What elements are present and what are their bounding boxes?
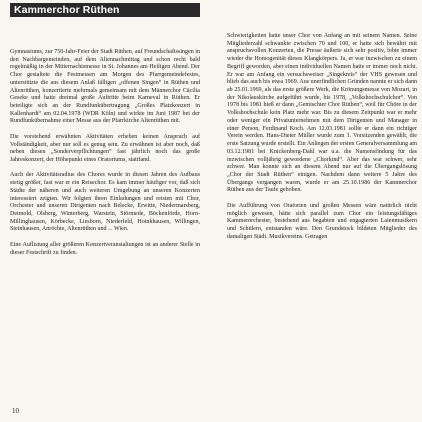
paragraph: Auch der Aktivitätsradius des Chores wurde in diesen Jahren des Aufbaus stetig größer, fast war er ein Reisechor. Es kam immer häufiger vor, daß sich Städte der näheren und auch weiteren Umgebung an unseren Konzerten interessiert zeigten. Wir folgten ihren Einladungen und reisten mit Chor, Orchester und unseren Dirigenten nach Belecke, Erwitte, Niedermarsberg, Detmold, Olsberg, Winterberg, Warstein, Störmede, Böckenförde, Horn-Millinghausen, Körbecke, Liesborn, Niederfeld, Hoinkhausen, Willingen, Steinhausen, Anröchte, Altenrüthen und ... Wien. — [10, 172, 200, 233]
right-text-column — [227, 33, 417, 241]
paragraph: Schwierigkeiten hatte unser Chor von Anfang an mit seinem Namen. Seine Mitgliederzahl schwankte zwischen 70 und 100, er hatte sich bewährt mit anspruchsvollen Konzerten, die Presse äußerte sich sehr positiv, lobte immer wieder die Homogenität dieses Klangkörpers. Ja, er war inzwischen zu einem Begriff geworden, aber einen individuellen Namen hatte er immer noch nicht. Er war am Anfang ein versuchsweiser „Singekreis“ der VHS gewesen und blieb das auch bis etwa 1969. Aus unerfindlichen Gründen nannte er sich dann ab 25.01.1969, als das erste größere Werk, die Krönungsmesse von Mozart, in der Nikolauskirche aufgeführt wurde, bis 1978, „Volkshochschulchor“. Von 1978 bis 1981 hieß er dann „Gemischter Chor Rüthen“, weil für Chöre in der Volkshochschule kein Platz mehr war. Bis zu diesem Zeitpunkt war er mehr oder weniger ein Privatunternehmen mit dem Dirigenten und Manager in einer Person, Ferdinand Koch. Am 12.03.1981 sollte er dann ein richtiger Verein werden. Hans-Dieter Müller wurde zum 1. Vorsitzenden gewählt, die erste Satzung wurde erstellt. Ein Anliegen der ersten Generalversammlung am 03.12.1981 bei Knickenberg-Dahl war u.a. die Namensfindung für das inzwischen volljährig gewordene „Chorkind“. Aber das war schwer, sehr schwer. Man konnte sich an diesem Abend nur auf die Übergangslösung „Chor der Stadt Rüthen“ einigen. Nachdem dann weitere 5 Jahre des Übergangs vergangen waren, wurde er am 25.10.1986 der Kammerchor Rüthen aus der Taufe gehoben. — [227, 33, 417, 194]
left-text-column — [10, 49, 200, 257]
paragraph: Die vorstehend erwähnten Aktivitäten erheben keinen Anspruch auf Vollständigkeit, aber nur soll es genug sein. Zu erwähnen ist aber noch, daß neben diesen „Sonderverpflichtungen“ fast jährlich noch das große Jahreskonzert, der Höhepunkt eines Oratoriums, stattfand. — [10, 133, 200, 164]
paragraph: Gymnasiums, zur 750-Jahr-Feier der Stadt Rüthen, auf Freundschaftssingen in den Nachbargemeinden, auf dem Altennachmittag und schon recht bald regelmäßig in der Mitternachtsmesse in St. Johannes am Heiligen Abend. Der Chor gestaltete die Festmessen am Morgen des Pfarrgemeindefestes, unterstützte die aus diesem Anlaß fälligen „offenen Singen“ in Rüthen und Altenrüthen, konzertierte mehrmals gemeinsam mit dem Männerchor Cäcilia Geseke und hatte dreimal große Auftritte beim Karneval in Rüthen. Er beteiligte sich an der Rundfunkübertragung „Großes Platzkonzert in Kallenhardt“ am 02.04.1978 (WDR Köln) und wirkte im Juni 1987 bei der Rundfunkübernahme einer Messe aus der Pfarrkirche Altenrüthen mit. — [10, 49, 200, 125]
paragraph: Die Aufführung von Oratorien und großen Messen wäre natürlich nicht möglich gewesen, hätte sich parallel zum Chor ein leistungsfähiges Kammerorchester, bestehend aus begabten und engagierten Laienmusikern und Schülern, entstanden wäre. Den Grundstock bildeten Mitglieder des damaligen Städt. Musikvereins. Getragen — [227, 202, 417, 240]
page-number: 10 — [12, 407, 19, 415]
section-title: Kammerchor Rüthen — [14, 4, 120, 16]
section-header-bar — [10, 3, 200, 17]
paragraph: Eine Auflistung aller größeren Konzertveranstaltungen ist an anderer Stelle in dieser Festschrift zu finden. — [10, 241, 200, 256]
